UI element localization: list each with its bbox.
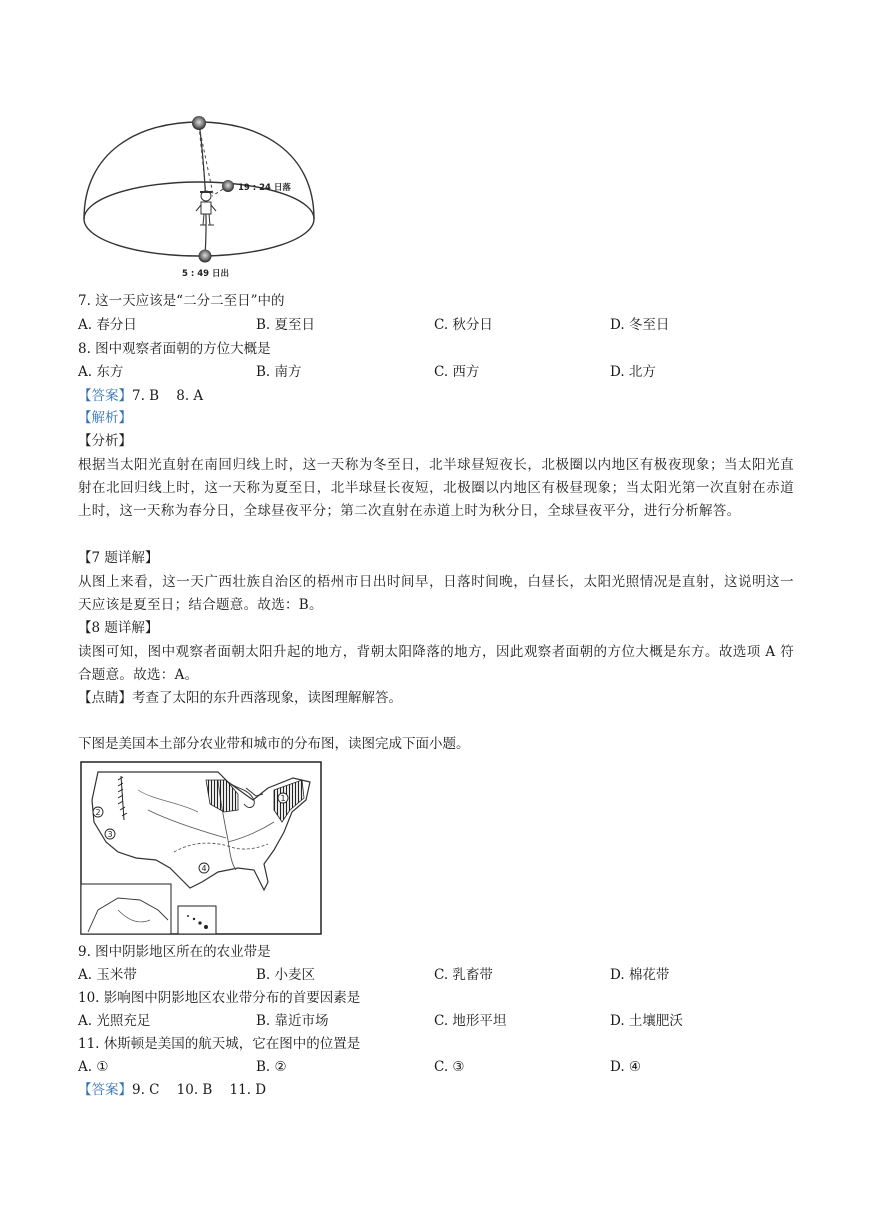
fenxi-tag: 【分析】 (78, 433, 132, 449)
q11-option-a: A. ① (78, 1059, 109, 1075)
map-marker-4 (199, 863, 209, 873)
dianjing-note: 【点睛】考查了太阳的东升西落现象，读图理解解答。 (78, 690, 402, 706)
q9-stem: 9. 图中阴影地区所在的农业带是 (78, 944, 271, 960)
svg-text:3: 3 (107, 830, 113, 839)
q8-option-b: B. 南方 (256, 364, 302, 380)
q9-option-a: A. 玉米带 (78, 967, 137, 983)
q8-detail-tag: 【8 题详解】 (78, 620, 159, 636)
q10-option-b: B. 靠近市场 (256, 1013, 329, 1029)
answer-line-2 (78, 1080, 266, 1100)
q7-detail-paragraph: 从图上来看，这一天广西壮族自治区的梧州市日出时间早，日落时间晚，白昼长，太阳光照情况是直射，这说明这一天应该是夏至日；结合题意。故选：B。 (78, 574, 794, 613)
q11-option-c: C. ③ (434, 1059, 465, 1075)
q7-stem: 7. 这一天应该是“二分二至日”中的 (78, 293, 285, 309)
sunset-label: 19 : 24 日落 (238, 183, 291, 193)
sunrise-sun-icon (199, 250, 212, 263)
q10-option-d: D. 土壤肥沃 (610, 1013, 683, 1029)
intro-text: 下图是美国本土部分农业带和城市的分布图，读图完成下面小题。 (78, 736, 470, 752)
q11-stem: 11. 休斯顿是美国的航天城，它在图中的位置是 (78, 1036, 361, 1052)
q9-option-d: D. 棉花带 (610, 967, 670, 983)
q7-option-b: B. 夏至日 (256, 317, 316, 333)
q7-option-c: C. 秋分日 (434, 317, 493, 333)
q8-stem: 8. 图中观察者面朝的方位大概是 (78, 341, 271, 357)
us-agriculture-map (78, 760, 324, 938)
map-marker-3 (105, 829, 115, 839)
answer-tag: 【答案】 (78, 388, 132, 404)
svg-text:2: 2 (95, 808, 101, 817)
svg-text:4: 4 (201, 864, 207, 873)
answer-text-2: 9. C 10. B 11. D (132, 1082, 267, 1098)
q7-option-d: D. 冬至日 (610, 317, 670, 333)
q8-option-a: A. 东方 (78, 364, 124, 380)
svg-text:1: 1 (280, 794, 286, 803)
q8-option-c: C. 西方 (434, 364, 480, 380)
q9-option-b: B. 小麦区 (256, 967, 316, 983)
q11-option-b: B. ② (256, 1059, 287, 1075)
analysis-paragraph: 根据当太阳光直射在南回归线上时，这一天称为冬至日，北半球昼短夜长，北极圈以内地区有极夜现象；当太阳光直射在北回归线上时，这一天称为夏至日，北半球昼长夜短，北极圈以内地区有极昼现象；当太阳光第一次直射在赤道上时，这一天称为春分日，全球昼夜平分；第二次直射在赤道上时为秋分日，全球昼夜平分，进行分析解答。 (78, 457, 794, 519)
q8-detail-paragraph: 读图可知，图中观察者面朝太阳升起的地方，背朝太阳降落的地方，因此观察者面朝的方位大概是东方。故选项 A 符合题意。故选：A。 (78, 644, 794, 683)
sunset-sun-icon (222, 180, 234, 192)
q7-option-a: A. 春分日 (78, 317, 137, 333)
q9-option-c: C. 乳畜带 (434, 967, 493, 983)
answer-tag-2: 【答案】 (78, 1082, 132, 1098)
jiexi-tag: 【解析】 (78, 410, 132, 426)
answer-line-1 (78, 386, 203, 406)
q11-option-d: D. ④ (610, 1059, 642, 1075)
map-marker-2 (93, 807, 103, 817)
answer-text: 7. B 8. A (132, 388, 204, 404)
sunrise-label: 5 : 49 日出 (182, 269, 230, 279)
q7-detail-tag: 【7 题详解】 (78, 550, 159, 566)
map-marker-1 (278, 793, 288, 803)
noon-sun-icon (192, 116, 206, 130)
q8-option-d: D. 北方 (610, 364, 656, 380)
q10-option-c: C. 地形平坦 (434, 1013, 507, 1029)
sun-path-diagram (78, 112, 323, 284)
q10-option-a: A. 光照充足 (78, 1013, 151, 1029)
q10-stem: 10. 影响图中阴影地区农业带分布的首要因素是 (78, 990, 361, 1006)
